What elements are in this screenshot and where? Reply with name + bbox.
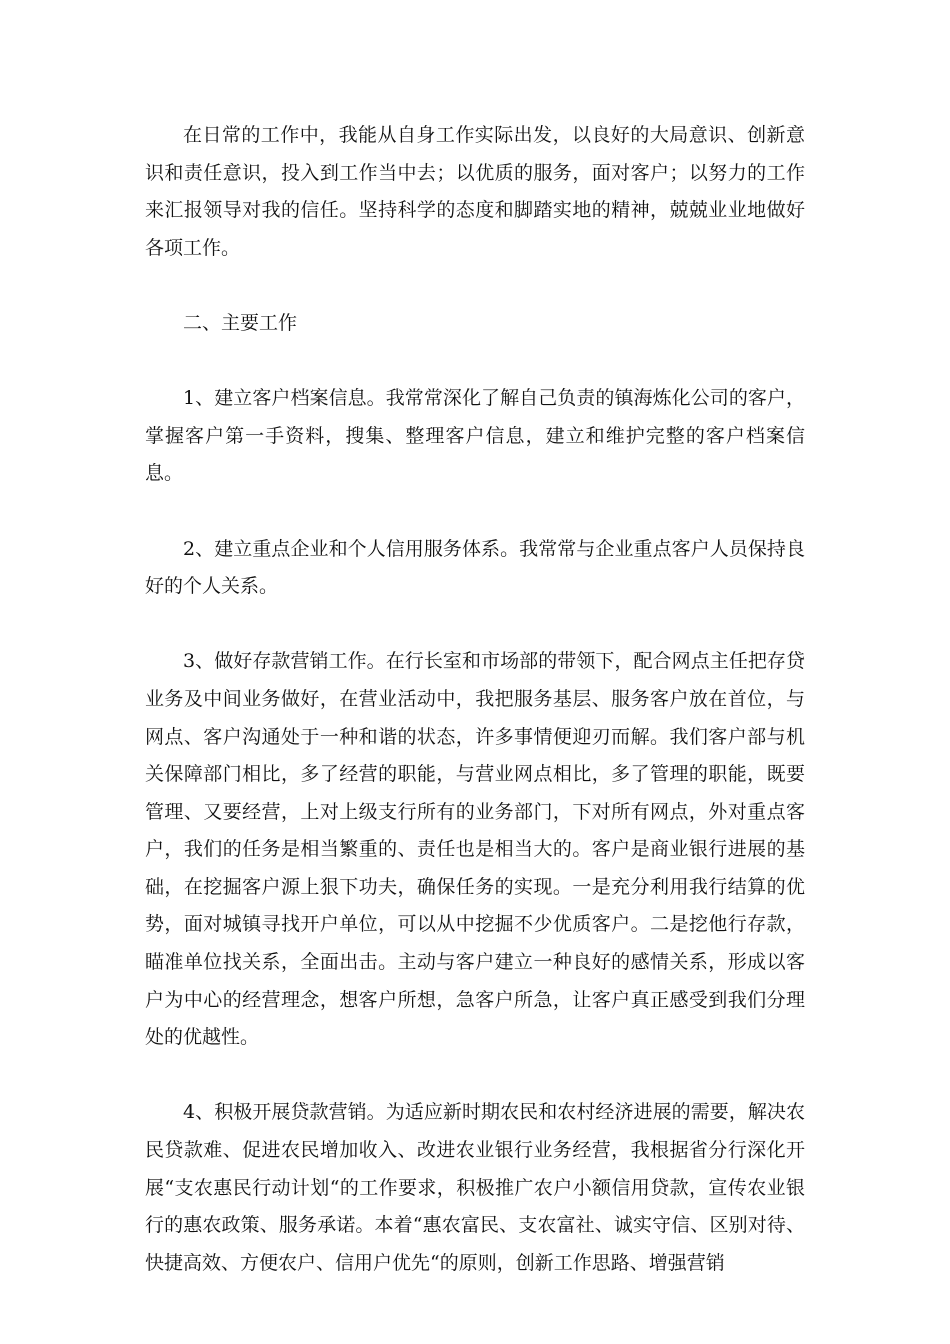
paragraph-item-3: 3、做好存款营销工作。在行长室和市场部的带领下，配合网点主任把存贷业务及中间业务做好，在营业活动中，我把服务基层、服务客户放在首位，与网点、客户沟通处于一种和谐的状态，许多事情便迎刃而解。我们客户部与机关保障部门相比，多了经营的职能，与营业网点相比，多了管理的职能，既要管理、又要经营，上对上级支行所有的业务部门，下对所有网点，外对重点客户，我们的任务是相当繁重的、责任也是相当大的。客户是商业银行进展的基础，在挖掘客户源上狠下功夫，确保任务的实现。一是充分利用我行结算的优势，面对城镇寻找开户单位，可以从中挖掘不少优质客户。二是挖他行存款，瞄准单位找关系，全面出击。主动与客户建立一种良好的感情关系，形成以客户为中心的经营理念，想客户所想，急客户所急，让客户真正感受到我们分理处的优越性。 — [145, 650, 805, 1049]
document-page — [145, 117, 805, 1282]
paragraph-item-4: 4、积极开展贷款营销。为适应新时期农民和农村经济进展的需要，解决农民贷款难、促进农民增加收入、改进农业银行业务经营，我根据省分行深化开展“支农惠民行动计划“的工作要求，积极推广农户小额信用贷款，宣传农业银行的惠农政策、服务承诺。本着“惠农富民、支农富社、诚实守信、区别对待、快捷高效、方便农户、信用户优先“的原则，创新工作思路、增强营销 — [145, 1101, 805, 1274]
paragraph-item-2: 2、建立重点企业和个人信用服务体系。我常常与企业重点客户人员保持良好的个人关系。 — [145, 537, 805, 598]
paragraph-item-1: 1、建立客户档案信息。我常常深化了解自己负责的镇海炼化公司的客户，掌握客户第一手资料，搜集、整理客户信息，建立和维护完整的客户档案信息。 — [145, 387, 805, 485]
paragraph-intro: 在日常的工作中，我能从自身工作实际出发，以良好的大局意识、创新意识和责任意识，投入到工作当中去；以优质的服务，面对客户；以努力的工作来汇报领导对我的信任。坚持科学的态度和脚踏实地的精神，兢兢业业地做好各项工作。 — [145, 124, 805, 259]
section-heading-main-work: 二、主要工作 — [183, 311, 298, 334]
